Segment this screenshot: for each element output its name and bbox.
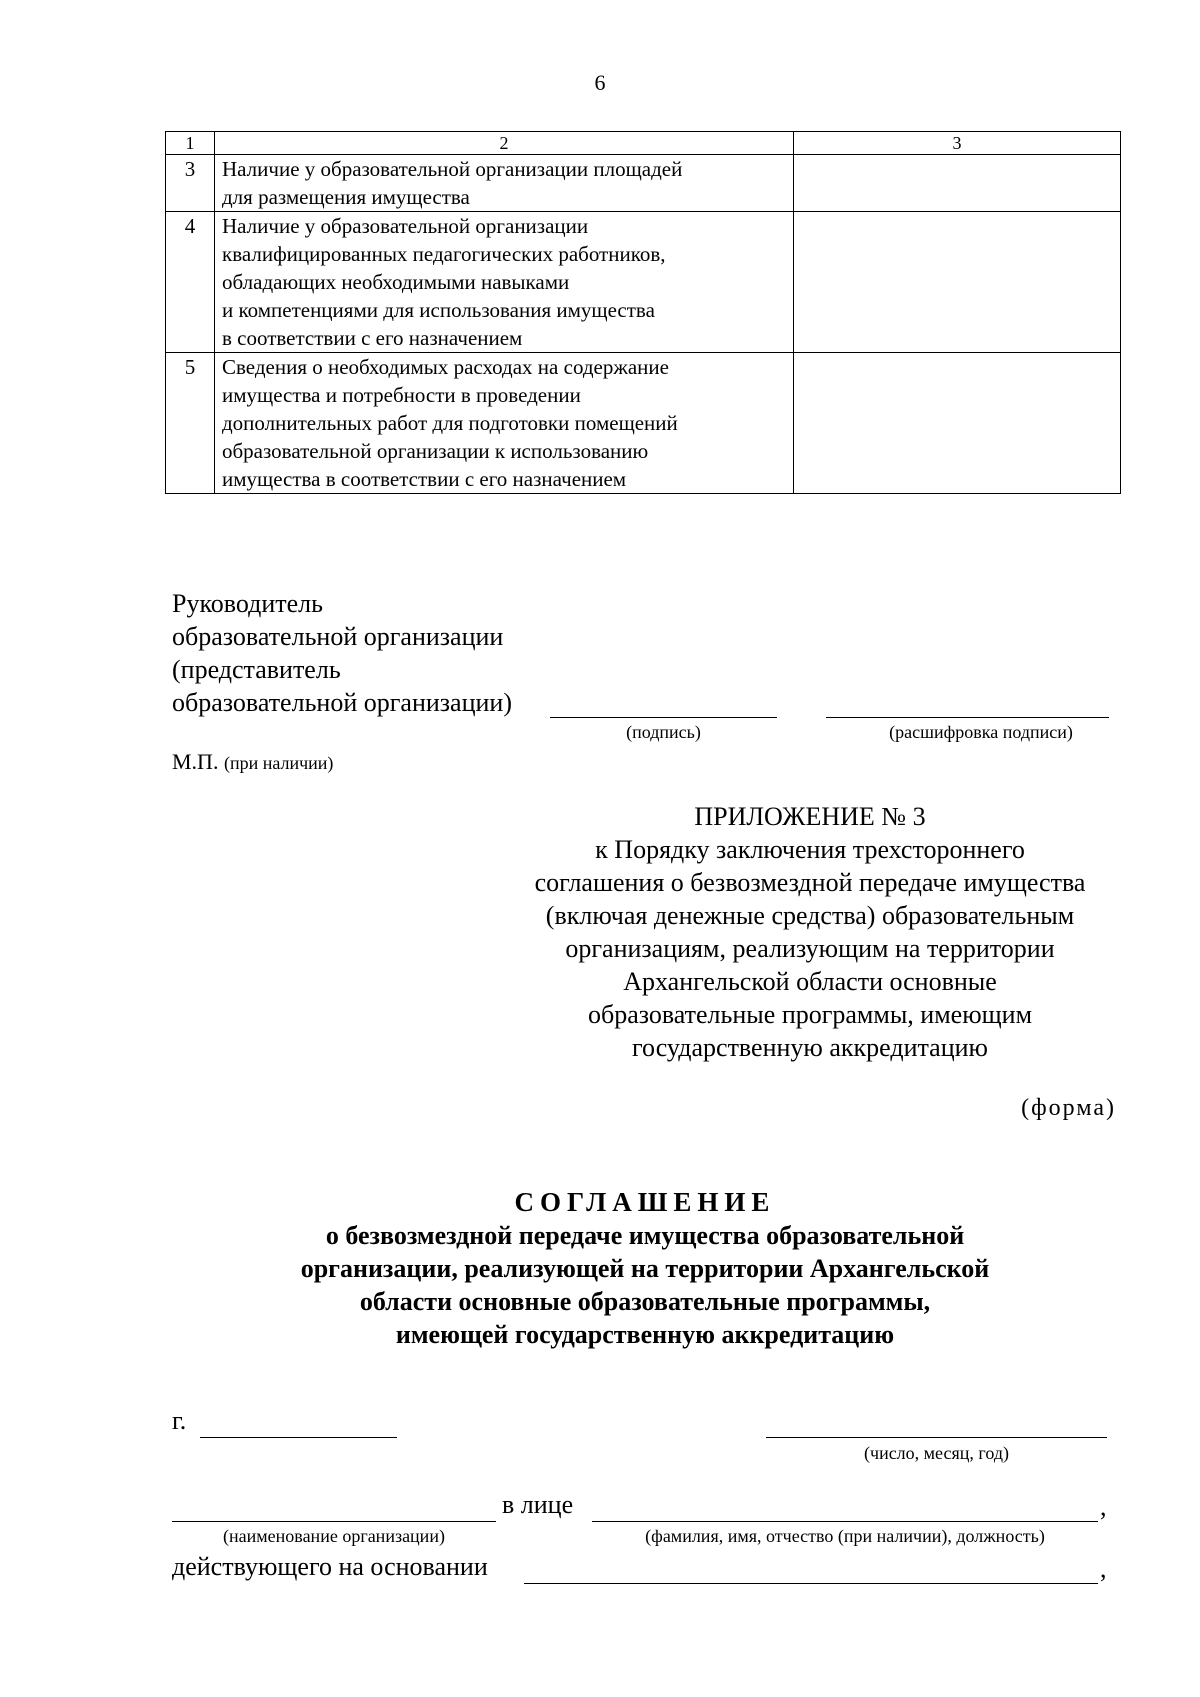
person-field[interactable] [592,1521,1098,1522]
signature-block [172,587,512,719]
form-label: (форма) [1021,1095,1116,1121]
annex-line: к Порядку заключения трехстороннего [595,835,1025,864]
row-text-line: образовательной организации к использованию [222,439,649,463]
row-text-line: квалифицированных педагогических работников, [222,242,666,266]
table-row [166,212,1121,353]
date-field[interactable] [766,1437,1107,1438]
acting-basis-label: действующего на основании [172,1552,488,1581]
annex-line: (включая денежные средства) образовательным [545,901,1075,930]
table-row [166,155,1121,212]
annex-block [450,800,1170,1064]
row-text-line: имущества в соответствии с его назначением [222,467,627,491]
signature-decode-caption: (расшифровка подписи) [889,722,1073,742]
agreement-subtitle-line: организации, реализующей на территории Архангельской [300,1254,990,1283]
table-header-cell: 3 [794,132,1121,155]
in-person-label: в лице [502,1490,574,1519]
row-text [215,353,794,494]
row-text [215,212,794,353]
page-number: 6 [594,70,606,95]
signature-line-text: образовательной организации [172,622,504,651]
row-text-line: Наличие у образовательной организации площадей [222,157,683,181]
basis-field[interactable] [524,1583,1098,1584]
signature-decode-field[interactable] [826,717,1109,718]
row-value [794,353,1121,494]
row-text-line: и компетенциями для использования имущества [222,298,655,322]
organization-caption: (наименование организации) [223,1526,445,1546]
stamp-main: М.П. [172,749,219,774]
table-header-cell: 1 [166,132,215,155]
annex-line: соглашения о безвозмездной передаче имущества [534,868,1086,897]
stamp-note: (при наличии) [223,753,334,773]
agreement-subtitle-line: имеющей государственную аккредитацию [395,1320,895,1349]
annex-title: ПРИЛОЖЕНИЕ № 3 [694,802,926,831]
signature-caption: (подпись) [626,722,701,742]
row-text-line: Наличие у образовательной организации [222,214,589,238]
signature-line-text: (представитель [172,655,341,684]
person-caption: (фамилия, имя, отчество (при наличии), должность) [645,1526,1045,1546]
signature-line-text: Руководитель [172,589,323,618]
agreement-heading: СОГЛАШЕНИЕ [514,1187,776,1217]
date-caption: (число, месяц, год) [864,1443,1009,1463]
agreement-title [0,1186,1200,1351]
table-header-row [166,132,1121,155]
row-text-line: Сведения о необходимых расходах на содержание [222,355,669,379]
annex-line: Архангельской области основные [623,967,997,996]
signature-line-text: образовательной организации) [172,688,512,717]
row-text-line: дополнительных работ для подготовки помещений [222,411,678,435]
agreement-subtitle-line: о безвозмездной передаче имущества образовательной [325,1221,965,1250]
row-number: 5 [166,353,215,494]
row-value [794,212,1121,353]
city-prefix: г. [172,1406,187,1435]
signature-field[interactable] [550,717,777,718]
city-field[interactable] [200,1437,397,1438]
row-text [215,155,794,212]
row-text-line: обладающих необходимыми навыками [222,270,570,294]
row-number: 4 [166,212,215,353]
row-text-line: имущества и потребности в проведении [222,383,581,407]
annex-line: государственную аккредитацию [632,1033,988,1062]
stamp-label [172,749,333,775]
row-text-line: для размещения имущества [222,185,470,209]
table-header-cell: 2 [215,132,794,155]
row-number: 3 [166,155,215,212]
row-text-line: в соответствии с его назначением [222,326,523,350]
criteria-table [165,131,1121,494]
comma: , [1100,1554,1107,1583]
table-row [166,353,1121,494]
comma: , [1100,1492,1107,1521]
annex-line: образовательные программы, имеющим [587,1000,1033,1029]
agreement-subtitle-line: области основные образовательные программы, [359,1287,931,1316]
row-value [794,155,1121,212]
organization-field[interactable] [172,1521,496,1522]
annex-line: организациям, реализующим на территории [565,934,1055,963]
